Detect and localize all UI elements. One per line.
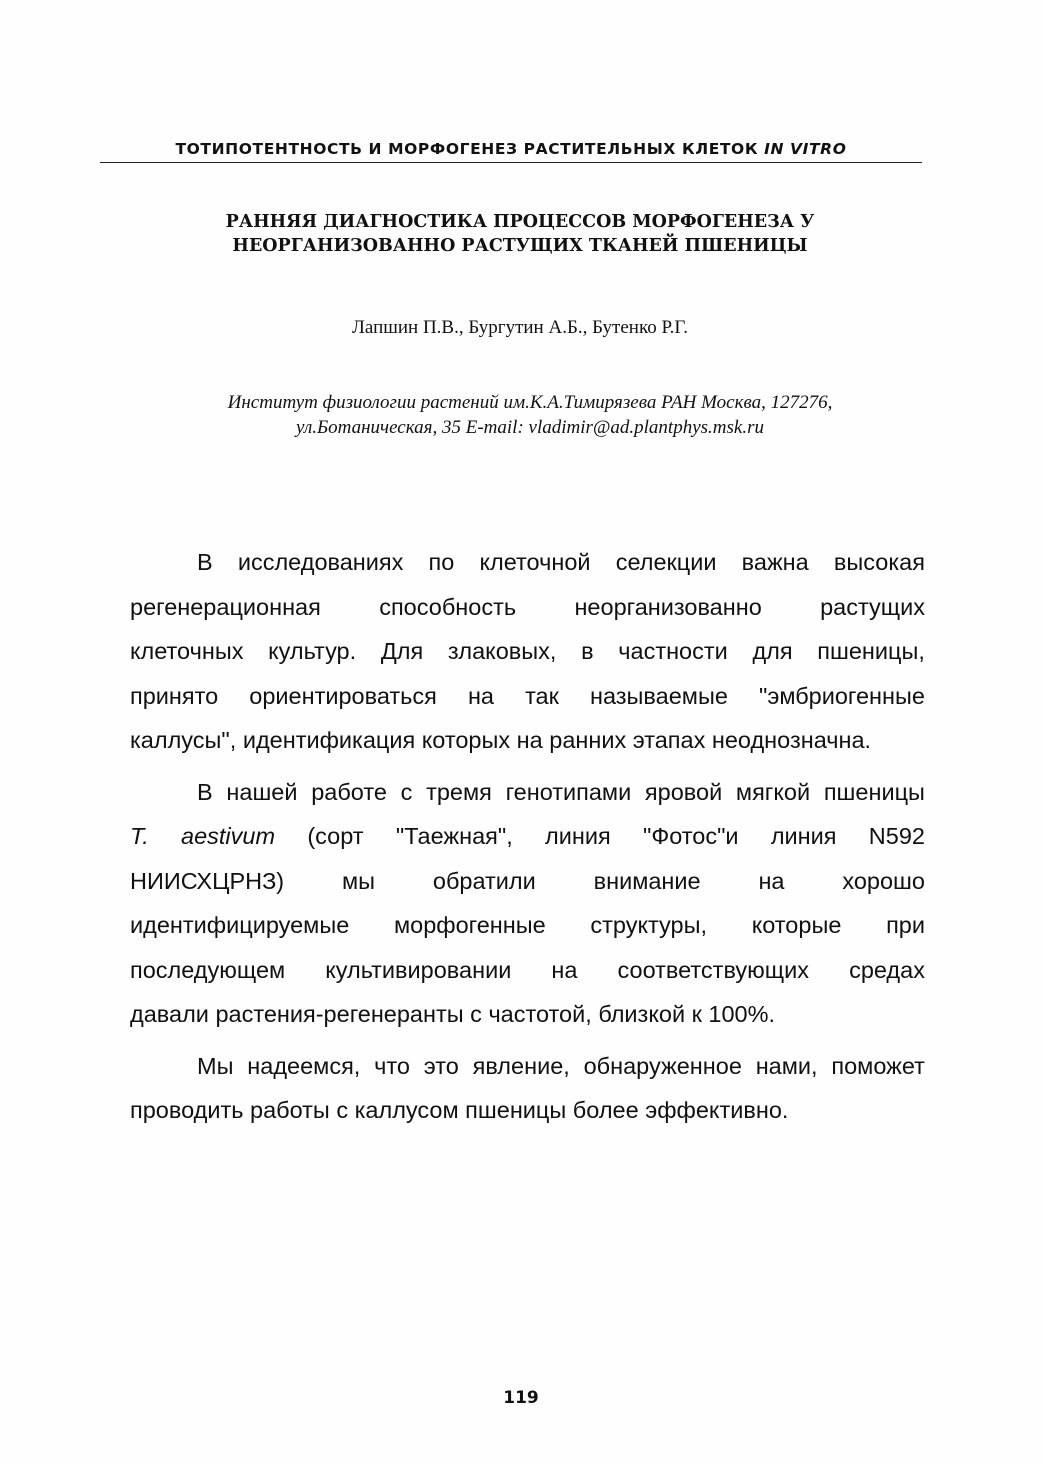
- paper-title: [120, 210, 920, 258]
- running-header-italic: IN VITRO: [764, 140, 847, 158]
- body-text: [130, 540, 925, 1133]
- word: неорганизованно: [574, 593, 762, 620]
- word: пшеницы: [823, 778, 925, 805]
- word: которые: [751, 912, 842, 938]
- word: Для: [380, 638, 424, 664]
- word: злаковых,: [447, 638, 557, 664]
- word: на: [758, 867, 785, 894]
- word: aestivum: [181, 823, 276, 849]
- word: последующем: [130, 956, 286, 983]
- word: генотипами: [505, 778, 632, 805]
- word: в: [581, 638, 594, 664]
- word: надеемся,: [247, 1052, 361, 1079]
- word: культивировании: [325, 956, 512, 983]
- text-line: проводить работы с каллусом пшеницы более эффективно.: [130, 1097, 789, 1123]
- word: "Фотос"и: [642, 823, 739, 849]
- word: N592: [868, 823, 925, 849]
- word: нами,: [755, 1052, 818, 1079]
- word: идентифицируемые: [130, 912, 350, 938]
- word: это: [423, 1052, 459, 1079]
- word: с: [400, 778, 413, 805]
- word: по: [428, 549, 455, 575]
- word: "Таежная",: [395, 823, 513, 849]
- word: Мы: [197, 1052, 234, 1079]
- word: хорошо: [842, 867, 925, 894]
- text-line: [130, 585, 925, 630]
- running-header: [100, 140, 922, 158]
- word: клеточной: [479, 549, 591, 575]
- word: яровой: [644, 778, 723, 805]
- affiliation-line-1: Институт физиологии растений им.К.А.Тимирязева РАН Москва, 127276,: [227, 392, 833, 413]
- word: пшеницы,: [817, 638, 925, 664]
- word: селекции: [615, 549, 717, 575]
- text-line: [130, 540, 925, 585]
- title-line-1: РАННЯЯ ДИАГНОСТИКА ПРОЦЕССОВ МОРФОГЕНЕЗА У: [225, 212, 815, 232]
- word: культур.: [268, 638, 357, 664]
- authors: Лапшин П.В., Бургутин А.Б., Бутенко Р.Г.: [352, 317, 688, 338]
- word: обнаруженное: [583, 1052, 742, 1079]
- word: T.: [130, 823, 149, 849]
- word: исследованиях: [237, 549, 404, 575]
- text-line: [130, 770, 925, 815]
- word: (сорт: [307, 823, 364, 849]
- paragraph-gap: [130, 763, 925, 770]
- text-line: [130, 1044, 925, 1089]
- word: ориентироваться: [249, 682, 437, 709]
- text-line: [130, 814, 925, 859]
- word: способность: [379, 593, 517, 620]
- word: соответствующих: [617, 956, 809, 983]
- word: явление,: [472, 1052, 570, 1079]
- text-line: [130, 629, 925, 674]
- word: работе: [311, 778, 387, 805]
- word: регенерационная: [130, 593, 321, 620]
- text-line: [130, 859, 925, 904]
- word: растущих: [820, 593, 925, 620]
- word: для: [752, 638, 793, 664]
- word: клеточных: [130, 638, 244, 664]
- word: принято: [130, 682, 219, 709]
- affiliation: [100, 390, 960, 440]
- word: нашей: [226, 778, 298, 805]
- word: при: [886, 912, 925, 938]
- word: поможет: [831, 1052, 925, 1079]
- word: морфогенные: [393, 912, 546, 938]
- word: средах: [849, 956, 925, 983]
- text-line: давали растения-регенеранты с частотой, близкой к 100%.: [130, 1001, 776, 1027]
- text-line: [130, 948, 925, 993]
- text-line: [130, 903, 925, 948]
- word: НИИСХЦРНЗ): [130, 867, 285, 894]
- word: обратили: [432, 867, 536, 894]
- word: линия: [770, 823, 837, 849]
- text-line: каллусы", идентификация которых на ранних этапах неоднозначна.: [130, 727, 872, 753]
- title-line-2: НЕОРГАНИЗОВАННО РАСТУЩИХ ТКАНЕЙ ПШЕНИЦЫ: [232, 236, 808, 256]
- page-number: 119: [503, 1388, 539, 1408]
- header-rule: [100, 162, 922, 163]
- word: "эмбриогенные: [758, 682, 925, 709]
- word: частности: [618, 638, 728, 664]
- word: В: [197, 778, 213, 805]
- word: что: [374, 1052, 410, 1079]
- text-line: [130, 674, 925, 719]
- word: высокая: [833, 549, 925, 575]
- word: мы: [341, 867, 376, 894]
- word: так: [525, 682, 559, 709]
- running-header-main: ТОТИПОТЕНТНОСТЬ И МОРФОГЕНЕЗ РАСТИТЕЛЬНЫХ КЛЕТОК: [175, 140, 765, 158]
- word: важна: [741, 549, 809, 575]
- paragraph-gap: [130, 1037, 925, 1044]
- word: мягкой: [735, 778, 811, 805]
- word: на: [551, 956, 578, 983]
- word: структуры,: [590, 912, 708, 938]
- word: тремя: [426, 778, 492, 805]
- word: внимание: [593, 867, 701, 894]
- affiliation-line-2: ул.Ботаническая, 35 E-mail: vladimir@ad.plantphys.msk.ru: [296, 417, 764, 438]
- word: называемые: [589, 682, 728, 709]
- word: на: [467, 682, 494, 709]
- word: В: [197, 549, 213, 575]
- word: линия: [545, 823, 611, 849]
